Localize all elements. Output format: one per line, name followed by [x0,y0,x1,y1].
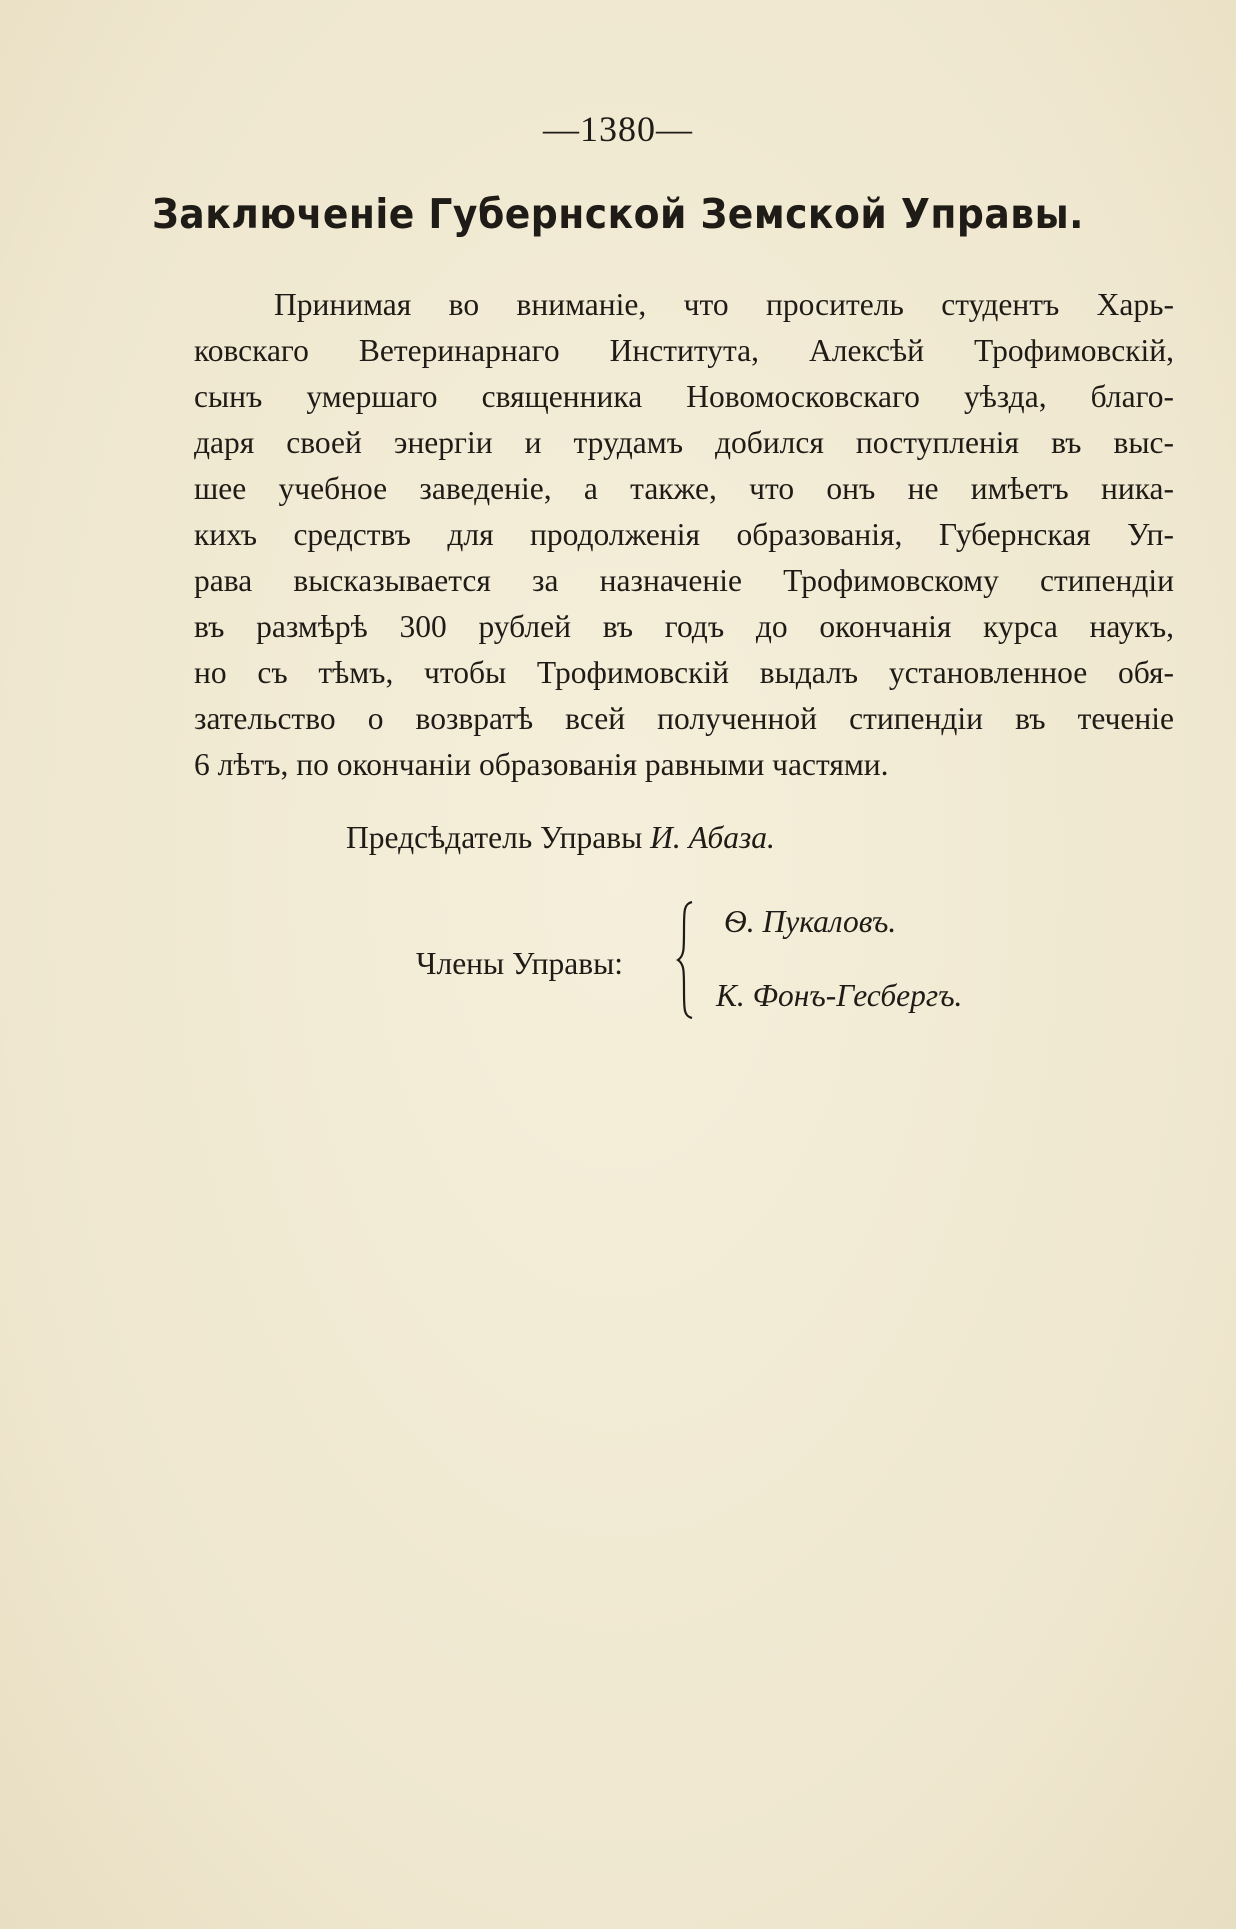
chairman-signature [346,820,775,856]
paragraph-line: Принимая во вниманiе, что проситель студентъ Харь- [274,287,1174,322]
chairman-label: Предсѣдатель Управы [346,820,643,855]
chairman-name: И. Абаза. [650,820,775,855]
paragraph-line: кихъ средствъ для продолженiя образованiя, Губернская Уп- [194,517,1174,552]
member-name: К. Фонъ-Гесбергъ. [716,978,963,1013]
curly-brace-icon [676,900,696,1020]
paragraph-line: но съ тѣмъ, чтобы Трофимовскiй выдалъ установленное обя- [194,655,1174,690]
paragraph-line: сынъ умершаго священника Новомосковскаго уѣзда, благо- [194,379,1174,414]
members-label: Члены Управы: [416,946,623,981]
paragraph-line: шее учебное заведенiе, а также, что онъ не имѣетъ ника- [194,471,1174,506]
paragraph-line: зательство о возвратѣ всей полученной стипендiи въ теченiе [194,701,1174,736]
paragraph-line: ковскаго Ветеринарнаго Института, Алексѣй Трофимовскiй, [194,333,1174,368]
member-name: Ѳ. Пукаловъ. [724,904,897,939]
paragraph-line: въ размѣрѣ 300 рублей въ годъ до окончанiя курса наукъ, [194,609,1174,644]
resolution-paragraph [194,282,1174,788]
paragraph-line: рава высказывается за назначенiе Трофимовскому стипендiи [194,563,1174,598]
paragraph-line: даря своей энергiи и трудамъ добился поступленiя въ выс- [194,425,1174,460]
page-number: —1380— [543,109,693,149]
document-heading: Заключенiе Губернской Земской Управы. [152,190,1084,238]
paragraph-line: 6 лѣтъ, по окончанiи образованiя равными частями. [194,747,889,782]
